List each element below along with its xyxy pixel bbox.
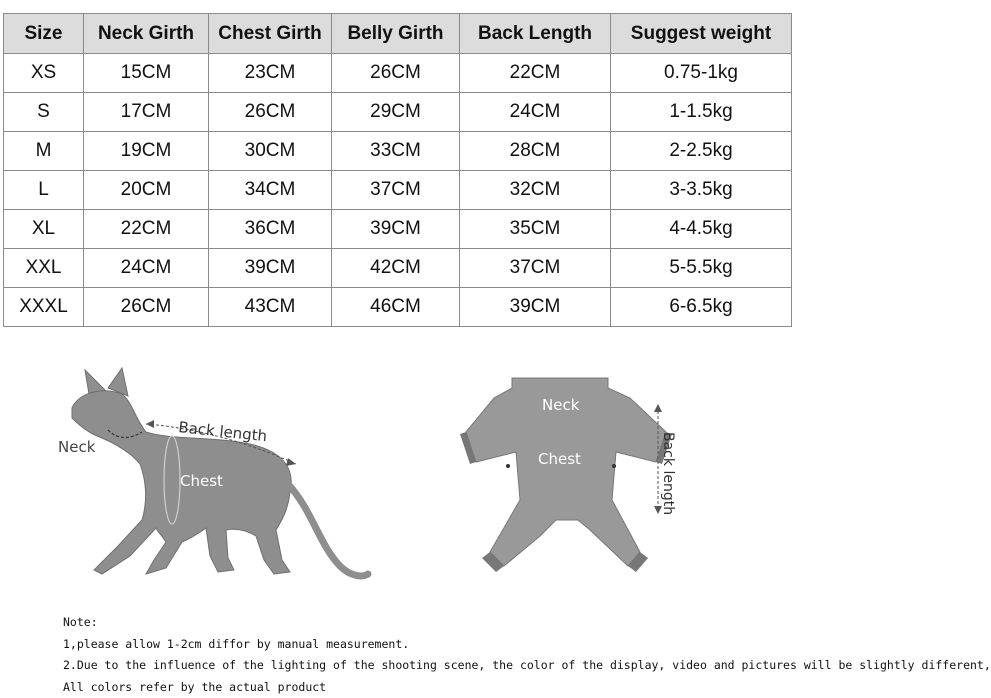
cell-neck-girth: 19CM	[84, 132, 209, 171]
cell-suggest-weight: 0.75-1kg	[611, 54, 792, 93]
chest-label: Chest	[180, 472, 223, 490]
cell-neck-girth: 26CM	[84, 288, 209, 327]
table-row	[4, 249, 792, 288]
chest-marker-left	[506, 464, 510, 468]
cell-size: XL	[4, 210, 84, 249]
table-row	[4, 210, 792, 249]
cat-silhouette	[72, 368, 291, 574]
table-header-row	[4, 14, 792, 54]
back-length-arrowhead-left	[146, 420, 154, 428]
cell-belly-girth: 46CM	[332, 288, 460, 327]
notes-title: Note:	[63, 615, 98, 629]
cell-belly-girth: 26CM	[332, 54, 460, 93]
garment-back-length-label: Back length	[660, 432, 676, 516]
header-size: Size	[4, 14, 84, 54]
back-length-arrowhead-top	[654, 404, 662, 412]
header-chest-girth: Chest Girth	[209, 14, 332, 54]
table-row	[4, 288, 792, 327]
cell-chest-girth: 36CM	[209, 210, 332, 249]
cell-belly-girth: 42CM	[332, 249, 460, 288]
cell-back-length: 22CM	[460, 54, 611, 93]
cat-tail	[288, 484, 368, 576]
chest-marker-right	[612, 464, 616, 468]
table-row	[4, 132, 792, 171]
back-length-arrowhead-right	[286, 458, 296, 466]
cell-neck-girth: 22CM	[84, 210, 209, 249]
cell-size: S	[4, 93, 84, 132]
cell-belly-girth: 39CM	[332, 210, 460, 249]
cell-neck-girth: 20CM	[84, 171, 209, 210]
cell-back-length: 24CM	[460, 93, 611, 132]
cell-back-length: 32CM	[460, 171, 611, 210]
header-belly-girth: Belly Girth	[332, 14, 460, 54]
cell-chest-girth: 30CM	[209, 132, 332, 171]
garment-chest-label: Chest	[538, 450, 581, 468]
notes-line-3: All colors refer by the actual product	[63, 679, 327, 694]
cell-suggest-weight: 2-2.5kg	[611, 132, 792, 171]
cell-size: M	[4, 132, 84, 171]
garment-neck-label: Neck	[542, 396, 580, 414]
cell-back-length: 39CM	[460, 288, 611, 327]
cell-chest-girth: 26CM	[209, 93, 332, 132]
header-back-length: Back Length	[460, 14, 611, 54]
cell-back-length: 35CM	[460, 210, 611, 249]
table-row	[4, 93, 792, 132]
cell-size: XS	[4, 54, 84, 93]
cell-chest-girth: 39CM	[209, 249, 332, 288]
cell-chest-girth: 43CM	[209, 288, 332, 327]
header-neck-girth: Neck Girth	[84, 14, 209, 54]
cell-size: XXXL	[4, 288, 84, 327]
cell-suggest-weight: 6-6.5kg	[611, 288, 792, 327]
cell-belly-girth: 29CM	[332, 93, 460, 132]
cell-belly-girth: 37CM	[332, 171, 460, 210]
cell-chest-girth: 34CM	[209, 171, 332, 210]
cat-measurement-diagram	[50, 360, 370, 590]
table-row	[4, 171, 792, 210]
cell-chest-girth: 23CM	[209, 54, 332, 93]
notes-line-1: 1,please allow 1-2cm diffor by manual measurement.	[63, 636, 410, 651]
cell-neck-girth: 24CM	[84, 249, 209, 288]
garment-measurement-diagram	[460, 370, 690, 580]
neck-label: Neck	[58, 438, 96, 456]
cell-suggest-weight: 4-4.5kg	[611, 210, 792, 249]
header-suggest-weight: Suggest weight	[611, 14, 792, 54]
cell-back-length: 28CM	[460, 132, 611, 171]
notes-line-2: 2.Due to the influence of the lighting of the shooting scene, the color of the display, video and pictures will be slightly different,	[63, 658, 991, 672]
notes-section	[63, 612, 991, 698]
size-chart-table	[3, 13, 792, 327]
cell-suggest-weight: 5-5.5kg	[611, 249, 792, 288]
cell-suggest-weight: 1-1.5kg	[611, 93, 792, 132]
cell-back-length: 37CM	[460, 249, 611, 288]
cell-suggest-weight: 3-3.5kg	[611, 171, 792, 210]
cell-belly-girth: 33CM	[332, 132, 460, 171]
cell-size: XXL	[4, 249, 84, 288]
table-row	[4, 54, 792, 93]
back-length-label: Back length	[177, 418, 268, 446]
cell-neck-girth: 15CM	[84, 54, 209, 93]
cell-size: L	[4, 171, 84, 210]
cell-neck-girth: 17CM	[84, 93, 209, 132]
